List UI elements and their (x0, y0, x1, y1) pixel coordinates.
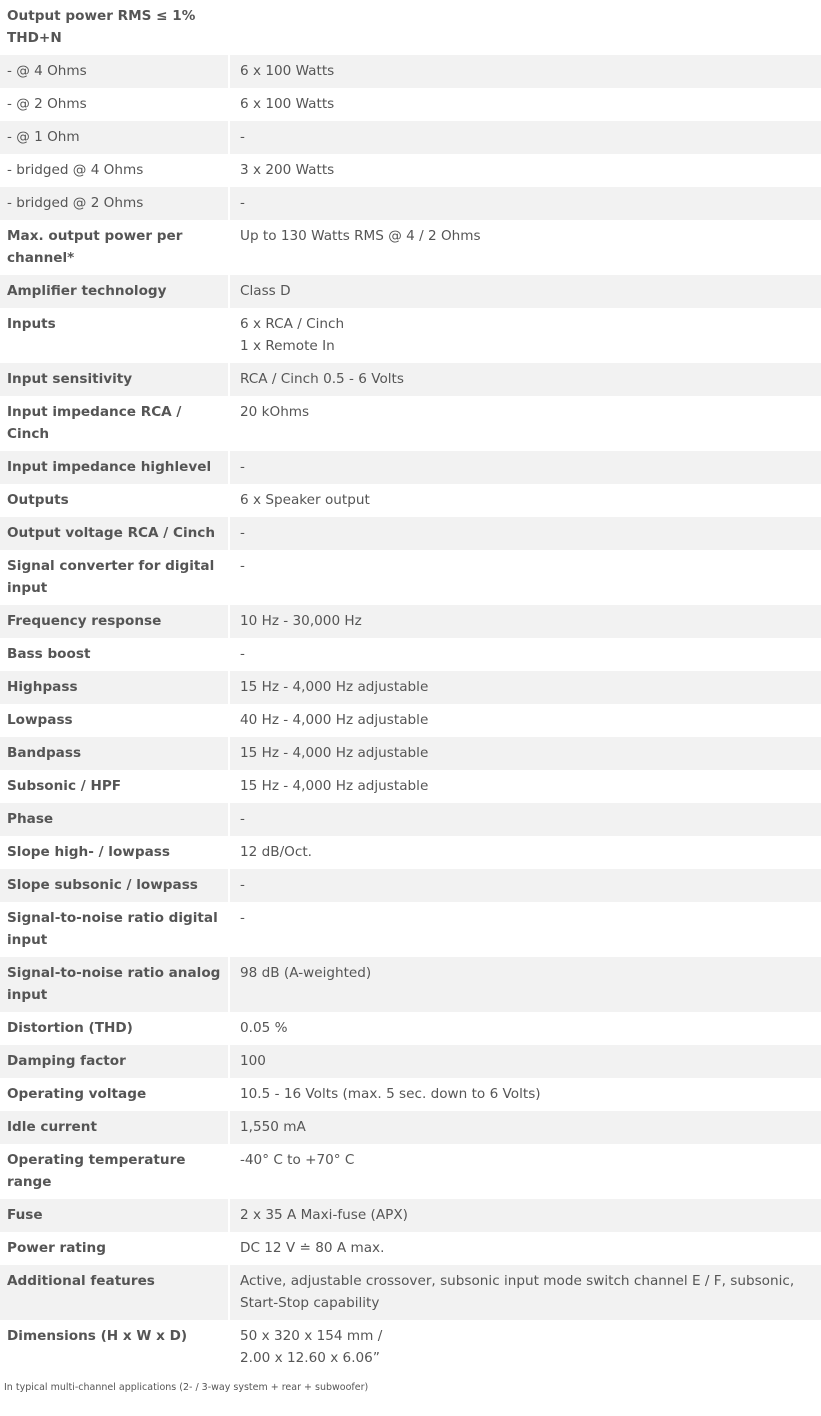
spec-label: Additional features (0, 1265, 228, 1320)
spec-row (0, 1078, 821, 1111)
spec-label: Distortion (THD) (0, 1012, 228, 1045)
spec-row (0, 638, 821, 671)
spec-label: Damping factor (0, 1045, 228, 1078)
spec-label: Phase (0, 803, 228, 836)
spec-value-line: 0.05 % (240, 1020, 288, 1036)
spec-row (0, 154, 821, 187)
spec-value (228, 550, 821, 605)
spec-row (0, 451, 821, 484)
spec-label: Lowpass (0, 704, 228, 737)
spec-value (228, 0, 821, 55)
spec-value (228, 396, 821, 451)
spec-label: Bandpass (0, 737, 228, 770)
spec-value-line: 50 x 320 x 154 mm / (240, 1328, 383, 1344)
spec-row (0, 957, 821, 1012)
spec-label: - bridged @ 4 Ohms (0, 154, 228, 187)
spec-label: Frequency response (0, 605, 228, 638)
spec-value (228, 1012, 821, 1045)
spec-label: Signal converter for digital input (0, 550, 228, 605)
spec-value-line: 6 x 100 Watts (240, 63, 335, 79)
spec-value-line: - (240, 195, 245, 211)
spec-value (228, 605, 821, 638)
spec-value (228, 737, 821, 770)
footnote: In typical multi-channel applications (2- / 3-way system + rear + subwoofer) (4, 1382, 369, 1393)
spec-value-line: - (240, 877, 245, 893)
spec-value (228, 1144, 821, 1199)
spec-label: Output voltage RCA / Cinch (0, 517, 228, 550)
spec-value-line: 12 dB/Oct. (240, 844, 312, 860)
spec-row (0, 1012, 821, 1045)
spec-value (228, 1199, 821, 1232)
spec-row (0, 187, 821, 220)
spec-row (0, 1199, 821, 1232)
spec-value (228, 187, 821, 220)
spec-value-line: - (240, 558, 245, 574)
spec-value-line: 2.00 x 12.60 x 6.06” (240, 1350, 380, 1366)
spec-label: Bass boost (0, 638, 228, 671)
spec-value (228, 638, 821, 671)
spec-value-line: 6 x 100 Watts (240, 96, 335, 112)
spec-row (0, 550, 821, 605)
spec-value (228, 220, 821, 275)
spec-row (0, 363, 821, 396)
spec-value (228, 154, 821, 187)
spec-label: Slope high- / lowpass (0, 836, 228, 869)
spec-value (228, 1320, 821, 1375)
spec-value-line: RCA / Cinch 0.5 - 6 Volts (240, 371, 404, 387)
spec-label: Output power RMS ≤ 1% THD+N (0, 0, 228, 55)
spec-value-line: - (240, 129, 245, 145)
spec-label: Outputs (0, 484, 228, 517)
spec-value (228, 957, 821, 1012)
spec-value (228, 671, 821, 704)
spec-row (0, 902, 821, 957)
spec-row (0, 671, 821, 704)
spec-label: Dimensions (H x W x D) (0, 1320, 228, 1375)
spec-value (228, 1078, 821, 1111)
spec-label: Subsonic / HPF (0, 770, 228, 803)
spec-row (0, 704, 821, 737)
spec-value (228, 88, 821, 121)
spec-row (0, 770, 821, 803)
spec-value (228, 1265, 821, 1320)
spec-value (228, 1232, 821, 1265)
spec-value-line: - (240, 459, 245, 475)
spec-row (0, 737, 821, 770)
spec-row (0, 836, 821, 869)
spec-row (0, 1232, 821, 1265)
spec-label: Operating temperature range (0, 1144, 228, 1199)
spec-value-line: 15 Hz - 4,000 Hz adjustable (240, 778, 429, 794)
spec-label: Input sensitivity (0, 363, 228, 396)
spec-value-line: 15 Hz - 4,000 Hz adjustable (240, 679, 429, 695)
spec-row (0, 0, 821, 55)
spec-value-line: - (240, 646, 245, 662)
spec-value (228, 363, 821, 396)
spec-value (228, 902, 821, 957)
spec-value-line: - (240, 811, 245, 827)
spec-row (0, 308, 821, 363)
spec-value (228, 803, 821, 836)
spec-value (228, 836, 821, 869)
spec-label: Highpass (0, 671, 228, 704)
spec-label: - @ 1 Ohm (0, 121, 228, 154)
spec-label: Operating voltage (0, 1078, 228, 1111)
spec-value (228, 704, 821, 737)
spec-value-line: 15 Hz - 4,000 Hz adjustable (240, 745, 429, 761)
spec-row (0, 605, 821, 638)
spec-value (228, 275, 821, 308)
spec-row (0, 484, 821, 517)
spec-value-line: 6 x Speaker output (240, 492, 370, 508)
spec-label: Fuse (0, 1199, 228, 1232)
spec-row (0, 396, 821, 451)
spec-row (0, 275, 821, 308)
spec-label: - @ 4 Ohms (0, 55, 228, 88)
spec-value (228, 121, 821, 154)
spec-label: Input impedance highlevel (0, 451, 228, 484)
spec-value-line: DC 12 V ≐ 80 A max. (240, 1240, 385, 1256)
spec-value-line: 10 Hz - 30,000 Hz (240, 613, 362, 629)
spec-value (228, 517, 821, 550)
spec-label: Idle current (0, 1111, 228, 1144)
spec-row (0, 1144, 821, 1199)
spec-row (0, 1045, 821, 1078)
spec-value-line: 6 x RCA / Cinch (240, 316, 345, 332)
spec-row (0, 220, 821, 275)
spec-label: Slope subsonic / lowpass (0, 869, 228, 902)
spec-value-line: Class D (240, 283, 291, 299)
spec-label: Signal-to-noise ratio analog input (0, 957, 228, 1012)
spec-value-line: - (240, 910, 245, 926)
spec-value-line: Active, adjustable crossover, subsonic input mode switch channel E / F, subsonic, Start-Stop capability (240, 1273, 795, 1311)
spec-label: Power rating (0, 1232, 228, 1265)
spec-row (0, 1320, 821, 1375)
spec-value-line: 3 x 200 Watts (240, 162, 335, 178)
spec-value (228, 869, 821, 902)
spec-label: Max. output power per channel* (0, 220, 228, 275)
spec-value-line: 98 dB (A-weighted) (240, 965, 372, 981)
spec-label: Inputs (0, 308, 228, 363)
spec-label: Signal-to-noise ratio digital input (0, 902, 228, 957)
spec-value-line: - (240, 525, 245, 541)
spec-value-line: 20 kOhms (240, 404, 310, 420)
spec-value (228, 484, 821, 517)
spec-row (0, 1111, 821, 1144)
spec-label: Input impedance RCA / Cinch (0, 396, 228, 451)
spec-label: - bridged @ 2 Ohms (0, 187, 228, 220)
spec-value (228, 1111, 821, 1144)
spec-value-line: 1 x Remote In (240, 338, 335, 354)
spec-value-line: -40° C to +70° C (240, 1152, 355, 1168)
spec-value-line: Up to 130 Watts RMS @ 4 / 2 Ohms (240, 228, 481, 244)
spec-value-line: 2 x 35 A Maxi-fuse (APX) (240, 1207, 408, 1223)
spec-label: Amplifier technology (0, 275, 228, 308)
spec-value-line: 100 (240, 1053, 266, 1069)
spec-value (228, 308, 821, 363)
spec-row (0, 88, 821, 121)
spec-value (228, 451, 821, 484)
spec-label: - @ 2 Ohms (0, 88, 228, 121)
spec-row (0, 869, 821, 902)
spec-row (0, 1265, 821, 1320)
spec-value-line: 1,550 mA (240, 1119, 306, 1135)
spec-row (0, 55, 821, 88)
spec-row (0, 121, 821, 154)
spec-value (228, 770, 821, 803)
spec-value (228, 1045, 821, 1078)
spec-row (0, 517, 821, 550)
spec-value (228, 55, 821, 88)
spec-row (0, 803, 821, 836)
spec-value-line: 10.5 - 16 Volts (max. 5 sec. down to 6 Volts) (240, 1086, 541, 1102)
spec-value-line: 40 Hz - 4,000 Hz adjustable (240, 712, 429, 728)
